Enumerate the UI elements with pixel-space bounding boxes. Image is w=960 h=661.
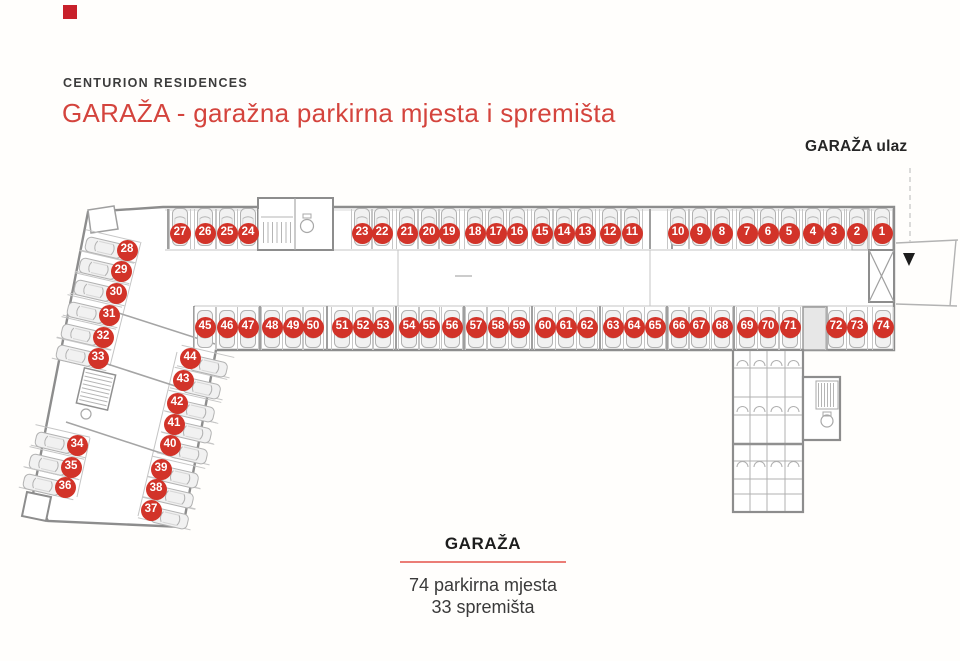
car-icon [535,209,550,246]
parking-spot-badge: 58 [488,317,509,338]
parking-spot-badge: 62 [577,317,598,338]
car-icon [559,311,574,348]
parking-spot-badge: 42 [167,393,188,414]
parking-spot-badge: 68 [712,317,733,338]
parking-spot-badge: 7 [737,223,758,244]
legend-underline [400,561,566,563]
car-icon [173,209,188,246]
parking-spot-badge: 49 [283,317,304,338]
parking-spot-badge: 59 [509,317,530,338]
parking-spot-badge: 1 [872,223,893,244]
car-icon [491,311,506,348]
car-icon [286,311,301,348]
car-icon [829,311,844,348]
car-icon [672,311,687,348]
parking-spot-badge: 35 [61,457,82,478]
parking-spot-badge: 30 [106,283,127,304]
parking-spot-badge: 6 [758,223,779,244]
car-icon [671,209,686,246]
parking-spot-badge: 17 [486,223,507,244]
parking-spot-badge: 32 [93,327,114,348]
parking-spot-badge: 61 [556,317,577,338]
car-icon [603,209,618,246]
car-icon [306,311,321,348]
car-icon [512,311,527,348]
parking-spot-badge: 65 [645,317,666,338]
parking-spot-badge: 16 [507,223,528,244]
parking-spot-badge: 5 [779,223,800,244]
car-icon [538,311,553,348]
car-icon [355,209,370,246]
parking-spot-badge: 66 [669,317,690,338]
parking-spot-badge: 12 [600,223,621,244]
parking-spot-badge: 29 [111,261,132,282]
parking-spot-badge: 24 [238,223,259,244]
parking-spot-badge: 37 [141,500,162,521]
parking-spot-badge: 8 [712,223,733,244]
car-icon [740,311,755,348]
parking-spot-badge: 43 [173,370,194,391]
garage-entrance-label: GARAŽA ulaz [805,138,908,155]
entrance-ramp [869,250,894,302]
car-icon [557,209,572,246]
car-icon [693,209,708,246]
parking-spot-badge: 4 [803,223,824,244]
parking-spot-badge: 27 [170,223,191,244]
parking-spot-badge: 63 [603,317,624,338]
parking-spot-badge: 20 [419,223,440,244]
car-icon [241,209,256,246]
car-icon [850,209,865,246]
page-title: GARAŽA - garažna parkirna mjesta i spremišta [62,98,616,128]
parking-spot-badge: 28 [117,240,138,261]
parking-spot-badge: 39 [151,459,172,480]
car-icon [468,209,483,246]
parking-spot-badge: 51 [332,317,353,338]
legend-parking-count: 74 parkirna mjesta [408,575,558,595]
car-icon [580,311,595,348]
parking-spot-badge: 19 [439,223,460,244]
legend-storage-count: 33 spremišta [431,597,535,617]
parking-spot-badge: 21 [397,223,418,244]
parking-spot-badge: 2 [847,223,868,244]
car-icon [241,311,256,348]
parking-spot-badge: 52 [353,317,374,338]
car-icon [376,311,391,348]
car-icon [356,311,371,348]
parking-spot-badge: 50 [303,317,324,338]
car-icon [510,209,525,246]
parking-spot-badge: 57 [466,317,487,338]
parking-spot-badge: 3 [824,223,845,244]
car-icon [445,311,460,348]
car-icon [198,311,213,348]
car-icon [627,311,642,348]
entrance-driveway [896,240,958,306]
parking-spot-badge: 13 [575,223,596,244]
car-icon [850,311,865,348]
parking-spot-badge: 38 [146,479,167,500]
brand-name: CENTURION RESIDENCES [63,76,249,90]
parking-spot-badge: 60 [535,317,556,338]
parking-spot-badge: 55 [419,317,440,338]
parking-spot-badge: 11 [622,223,643,244]
car-icon [442,209,457,246]
legend-title: GARAŽA [444,534,522,553]
car-icon [400,209,415,246]
car-icon [198,209,213,246]
car-icon [220,209,235,246]
parking-spot-badge: 47 [238,317,259,338]
parking-spot-badge: 9 [690,223,711,244]
car-icon [265,311,280,348]
car-icon [876,311,891,348]
car-icon [715,311,730,348]
car-icon [220,311,235,348]
parking-spot-badge: 71 [780,317,801,338]
parking-spot-badge: 44 [180,348,201,369]
storage-annex [733,350,840,512]
car-icon [806,209,821,246]
car-icon [489,209,504,246]
parking-spot-badge: 41 [164,414,185,435]
car-icon [875,209,890,246]
wing-stairs [76,368,115,410]
car-icon [402,311,417,348]
car-icon [783,311,798,348]
parking-spot-badge: 48 [262,317,283,338]
parking-spot-badge: 64 [624,317,645,338]
parking-spot-badge: 31 [99,305,120,326]
parking-spot-badge: 36 [55,477,76,498]
car-icon [761,311,776,348]
legend [343,534,623,618]
car-icon [578,209,593,246]
car-icon [422,209,437,246]
parking-spot-badge: 70 [758,317,779,338]
parking-spot-badge: 54 [399,317,420,338]
parking-spot-badge: 67 [689,317,710,338]
car-icon [827,209,842,246]
stairs-hatch [264,222,291,243]
parking-spot-badge: 25 [217,223,238,244]
parking-spot-badge: 40 [160,435,181,456]
car-icon [740,209,755,246]
wing-bottom-annex [22,492,51,521]
parking-spot-badge: 26 [195,223,216,244]
parking-spot-badge: 73 [847,317,868,338]
parking-spot-badge: 69 [737,317,758,338]
elevator-block [803,307,827,350]
parking-spot-badge: 33 [88,348,109,369]
parking-spot-badge: 18 [465,223,486,244]
parking-spot-badge: 72 [826,317,847,338]
car-icon [648,311,663,348]
parking-spot-badge: 10 [668,223,689,244]
parking-spot-badge: 22 [372,223,393,244]
car-icon [422,311,437,348]
car-icon [782,209,797,246]
parking-spot-badge: 15 [532,223,553,244]
parking-spot-badge: 74 [873,317,894,338]
car-icon [625,209,640,246]
parking-spot-badge: 56 [442,317,463,338]
car-icon [469,311,484,348]
car-icon [692,311,707,348]
parking-spot-badge: 34 [67,435,88,456]
entrance-arrow-icon [903,253,915,266]
car-icon [761,209,776,246]
parking-spot-badge: 46 [217,317,238,338]
parking-spot-badge: 45 [195,317,216,338]
car-icon [606,311,621,348]
parking-spot-badge: 14 [554,223,575,244]
car-icon [715,209,730,246]
car-icon [335,311,350,348]
parking-spot-badge: 53 [373,317,394,338]
parking-spot-badge: 23 [352,223,373,244]
stairwell-wc-block [258,198,333,250]
car-icon [375,209,390,246]
